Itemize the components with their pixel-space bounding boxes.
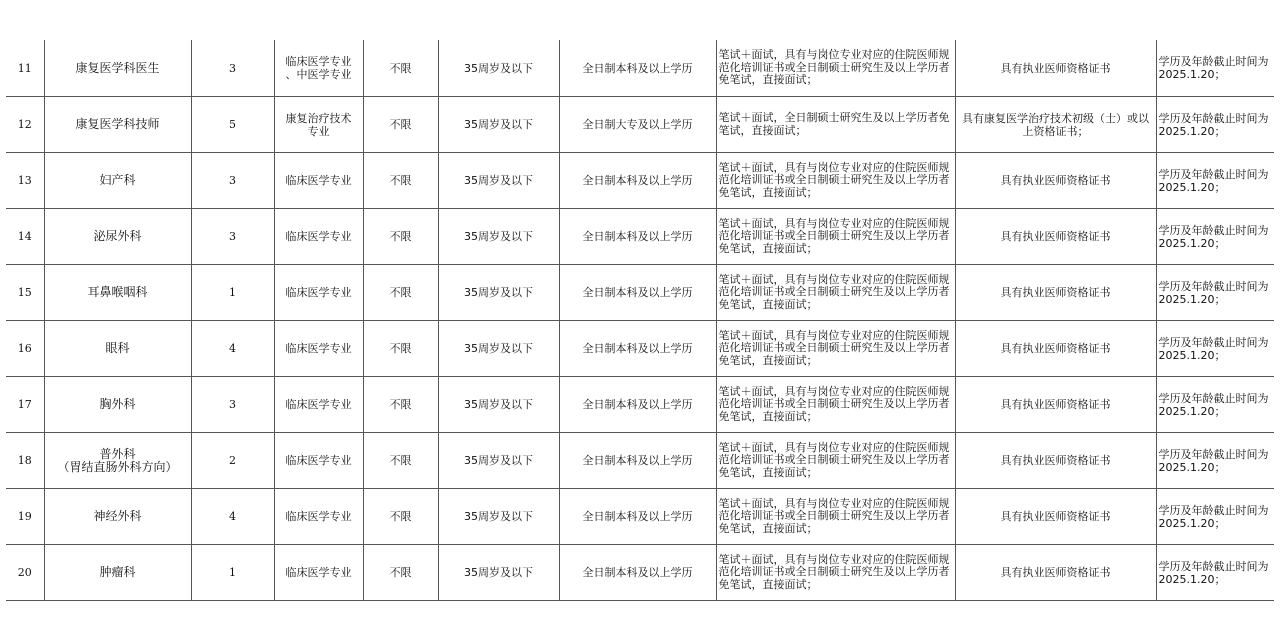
cell-count: 1 xyxy=(191,545,274,601)
cell-certificate: 具有执业医师资格证书 xyxy=(955,40,1156,97)
cell-gender: 不限 xyxy=(363,433,438,489)
cell-major: 临床医学专业 xyxy=(274,321,363,377)
cell-major: 临床医学专业 xyxy=(274,377,363,433)
cell-age: 35周岁及以下 xyxy=(438,489,559,545)
cell-count: 3 xyxy=(191,40,274,97)
cell-position: 康复医学科医生 xyxy=(44,40,191,97)
cell-age: 35周岁及以下 xyxy=(438,265,559,321)
table-row xyxy=(6,321,1274,377)
table-body xyxy=(6,40,1274,601)
cell-position: 眼科 xyxy=(44,321,191,377)
cell-major: 临床医学专业 xyxy=(274,265,363,321)
cell-count: 3 xyxy=(191,209,274,265)
cell-row-number: 17 xyxy=(6,377,44,433)
cell-note: 学历及年龄截止时间为2025.1.20； xyxy=(1156,321,1274,377)
cell-position: 胸外科 xyxy=(44,377,191,433)
cell-age: 35周岁及以下 xyxy=(438,321,559,377)
cell-major: 临床医学专业 xyxy=(274,153,363,209)
table-row xyxy=(6,433,1274,489)
table-row xyxy=(6,545,1274,601)
cell-age: 35周岁及以下 xyxy=(438,97,559,153)
cell-certificate: 具有执业医师资格证书 xyxy=(955,489,1156,545)
cell-gender: 不限 xyxy=(363,321,438,377)
cell-note: 学历及年龄截止时间为2025.1.20； xyxy=(1156,153,1274,209)
cell-count: 3 xyxy=(191,153,274,209)
cell-gender: 不限 xyxy=(363,489,438,545)
cell-education: 全日制本科及以上学历 xyxy=(559,265,716,321)
cell-exam-method: 笔试＋面试，全日制硕士研究生及以上学历者免笔试，直接面试； xyxy=(716,97,955,153)
cell-exam-method: 笔试＋面试，具有与岗位专业对应的住院医师规范化培训证书或全日制硕士研究生及以上学历者免笔试，直接面试； xyxy=(716,153,955,209)
cell-row-number: 14 xyxy=(6,209,44,265)
cell-note: 学历及年龄截止时间为2025.1.20； xyxy=(1156,433,1274,489)
cell-note: 学历及年龄截止时间为2025.1.20； xyxy=(1156,265,1274,321)
table-row xyxy=(6,209,1274,265)
cell-major: 临床医学专业 、中医学专业 xyxy=(274,40,363,97)
cell-age: 35周岁及以下 xyxy=(438,545,559,601)
cell-education: 全日制大专及以上学历 xyxy=(559,97,716,153)
cell-education: 全日制本科及以上学历 xyxy=(559,209,716,265)
cell-exam-method: 笔试＋面试，具有与岗位专业对应的住院医师规范化培训证书或全日制硕士研究生及以上学历者免笔试，直接面试； xyxy=(716,377,955,433)
cell-position: 普外科 （胃结直肠外科方向） xyxy=(44,433,191,489)
cell-age: 35周岁及以下 xyxy=(438,377,559,433)
cell-position: 耳鼻喉咽科 xyxy=(44,265,191,321)
cell-note: 学历及年龄截止时间为2025.1.20； xyxy=(1156,97,1274,153)
cell-note: 学历及年龄截止时间为2025.1.20； xyxy=(1156,209,1274,265)
cell-position: 泌尿外科 xyxy=(44,209,191,265)
cell-exam-method: 笔试＋面试，具有与岗位专业对应的住院医师规范化培训证书或全日制硕士研究生及以上学历者免笔试，直接面试； xyxy=(716,545,955,601)
cell-count: 5 xyxy=(191,97,274,153)
table-row xyxy=(6,97,1274,153)
cell-major: 临床医学专业 xyxy=(274,433,363,489)
cell-certificate: 具有执业医师资格证书 xyxy=(955,321,1156,377)
table-row xyxy=(6,377,1274,433)
cell-certificate: 具有执业医师资格证书 xyxy=(955,377,1156,433)
cell-education: 全日制本科及以上学历 xyxy=(559,153,716,209)
cell-row-number: 18 xyxy=(6,433,44,489)
cell-education: 全日制本科及以上学历 xyxy=(559,433,716,489)
cell-major: 临床医学专业 xyxy=(274,209,363,265)
cell-gender: 不限 xyxy=(363,153,438,209)
cell-count: 2 xyxy=(191,433,274,489)
cell-gender: 不限 xyxy=(363,97,438,153)
cell-exam-method: 笔试＋面试，具有与岗位专业对应的住院医师规范化培训证书或全日制硕士研究生及以上学历者免笔试，直接面试； xyxy=(716,433,955,489)
recruitment-table-container xyxy=(6,40,1274,601)
cell-education: 全日制本科及以上学历 xyxy=(559,321,716,377)
cell-certificate: 具有执业医师资格证书 xyxy=(955,153,1156,209)
cell-gender: 不限 xyxy=(363,545,438,601)
cell-exam-method: 笔试＋面试，具有与岗位专业对应的住院医师规范化培训证书或全日制硕士研究生及以上学历者免笔试，直接面试； xyxy=(716,489,955,545)
cell-certificate: 具有执业医师资格证书 xyxy=(955,265,1156,321)
cell-gender: 不限 xyxy=(363,40,438,97)
cell-certificate: 具有执业医师资格证书 xyxy=(955,209,1156,265)
cell-gender: 不限 xyxy=(363,377,438,433)
cell-count: 3 xyxy=(191,377,274,433)
cell-count: 1 xyxy=(191,265,274,321)
cell-row-number: 11 xyxy=(6,40,44,97)
cell-major: 临床医学专业 xyxy=(274,545,363,601)
cell-exam-method: 笔试＋面试，具有与岗位专业对应的住院医师规范化培训证书或全日制硕士研究生及以上学历者免笔试，直接面试； xyxy=(716,40,955,97)
cell-row-number: 12 xyxy=(6,97,44,153)
recruitment-table xyxy=(6,40,1274,601)
cell-row-number: 15 xyxy=(6,265,44,321)
cell-count: 4 xyxy=(191,321,274,377)
cell-count: 4 xyxy=(191,489,274,545)
cell-age: 35周岁及以下 xyxy=(438,433,559,489)
cell-position: 妇产科 xyxy=(44,153,191,209)
cell-certificate: 具有康复医学治疗技术初级（士）或以上资格证书； xyxy=(955,97,1156,153)
cell-education: 全日制本科及以上学历 xyxy=(559,377,716,433)
cell-exam-method: 笔试＋面试，具有与岗位专业对应的住院医师规范化培训证书或全日制硕士研究生及以上学历者免笔试，直接面试； xyxy=(716,209,955,265)
cell-certificate: 具有执业医师资格证书 xyxy=(955,545,1156,601)
cell-position: 神经外科 xyxy=(44,489,191,545)
cell-row-number: 19 xyxy=(6,489,44,545)
table-row xyxy=(6,153,1274,209)
cell-note: 学历及年龄截止时间为2025.1.20； xyxy=(1156,545,1274,601)
cell-exam-method: 笔试＋面试，具有与岗位专业对应的住院医师规范化培训证书或全日制硕士研究生及以上学历者免笔试，直接面试； xyxy=(716,321,955,377)
cell-row-number: 20 xyxy=(6,545,44,601)
cell-row-number: 13 xyxy=(6,153,44,209)
cell-position: 康复医学科技师 xyxy=(44,97,191,153)
cell-major: 康复治疗技术 专业 xyxy=(274,97,363,153)
cell-row-number: 16 xyxy=(6,321,44,377)
cell-age: 35周岁及以下 xyxy=(438,153,559,209)
table-row xyxy=(6,489,1274,545)
cell-certificate: 具有执业医师资格证书 xyxy=(955,433,1156,489)
cell-note: 学历及年龄截止时间为2025.1.20； xyxy=(1156,377,1274,433)
cell-education: 全日制本科及以上学历 xyxy=(559,40,716,97)
cell-gender: 不限 xyxy=(363,265,438,321)
cell-gender: 不限 xyxy=(363,209,438,265)
table-row xyxy=(6,265,1274,321)
cell-note: 学历及年龄截止时间为2025.1.20； xyxy=(1156,489,1274,545)
cell-exam-method: 笔试＋面试，具有与岗位专业对应的住院医师规范化培训证书或全日制硕士研究生及以上学历者免笔试，直接面试； xyxy=(716,265,955,321)
cell-major: 临床医学专业 xyxy=(274,489,363,545)
cell-age: 35周岁及以下 xyxy=(438,209,559,265)
cell-note: 学历及年龄截止时间为2025.1.20； xyxy=(1156,40,1274,97)
cell-education: 全日制本科及以上学历 xyxy=(559,545,716,601)
cell-position: 肿瘤科 xyxy=(44,545,191,601)
cell-age: 35周岁及以下 xyxy=(438,40,559,97)
table-row xyxy=(6,40,1274,97)
cell-education: 全日制本科及以上学历 xyxy=(559,489,716,545)
